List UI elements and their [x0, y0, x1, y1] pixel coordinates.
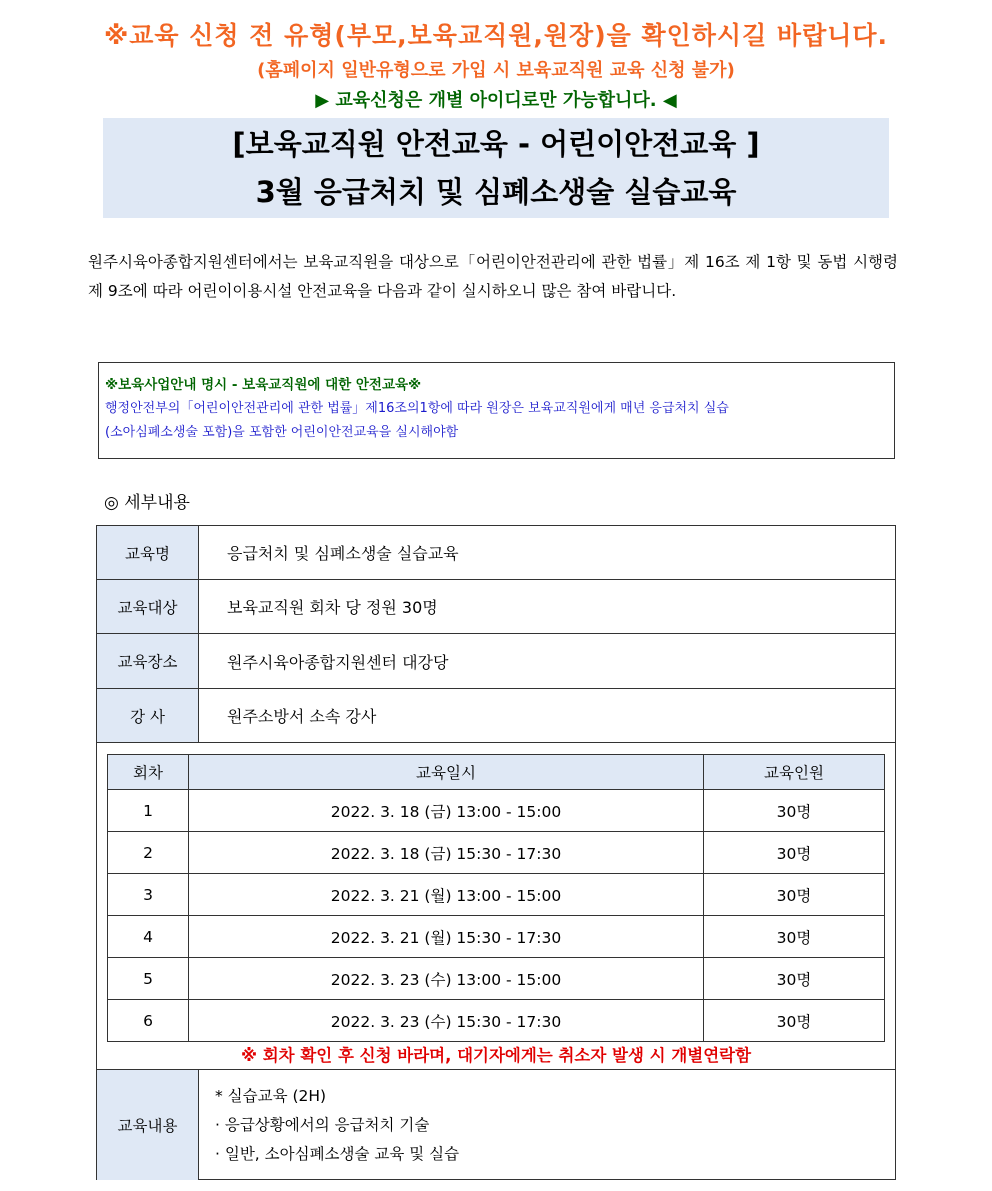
table-row [108, 1000, 885, 1042]
content-lines [215, 1082, 459, 1169]
table-row [108, 916, 885, 958]
session-capacity: 30명 [704, 790, 885, 832]
session-capacity: 30명 [704, 958, 885, 1000]
content-line: · 일반, 소아심폐소생술 교육 및 실습 [215, 1145, 460, 1163]
session-datetime: 2022. 3. 21 (월) 15:30 - 17:30 [189, 916, 704, 958]
session-number: 5 [108, 958, 189, 1000]
notice-homepage-signup: (홈페이지 일반유형으로 가입 시 보육교직원 교육 신청 불가) [257, 60, 735, 81]
session-capacity: 30명 [704, 874, 885, 916]
detail-label: 교육명 [97, 526, 199, 579]
table-row [108, 832, 885, 874]
title-line-2: 3월 응급처치 및 심폐소생술 실습교육 [255, 175, 737, 209]
schedule-header: 교육일시 [189, 755, 704, 790]
table-row [108, 790, 885, 832]
intro-paragraph: 원주시육아종합지원센터에서는 보육교직원을 대상으로「어린이안전관리에 관한 법률」제 16조 제 1항 및 동법 시행령 제 9조에 따라 어린이이용시설 안전교육을 다음과 같이 실시하오니 많은 참여 바랍니다. [88, 253, 898, 300]
law-info-heading: ※보육사업안내 명시 - 보육교직원에 대한 안전교육※ [105, 377, 422, 393]
session-datetime: 2022. 3. 18 (금) 13:00 - 15:00 [189, 790, 704, 832]
session-number: 4 [108, 916, 189, 958]
law-info-line-2: (소아심폐소생술 포함)을 포함한 어린이안전교육을 실시해야함 [105, 425, 459, 440]
content-line: · 응급상황에서의 응급처치 기술 [215, 1116, 430, 1134]
detail-label: 교육대상 [97, 580, 199, 633]
session-number: 2 [108, 832, 189, 874]
schedule-note: ※ 회차 확인 후 신청 바라며, 대기자에게는 취소자 발생 시 개별연락함 [240, 1046, 752, 1065]
schedule-table [107, 754, 885, 1042]
detail-row-target [97, 580, 895, 634]
table-row [108, 874, 885, 916]
detail-row-instructor [97, 689, 895, 743]
law-info-line-1: 행정안전부의「어린이안전관리에 관한 법률」제16조의1항에 따라 원장은 보육교직원에게 매년 응급처치 실습 [105, 401, 729, 416]
session-number: 3 [108, 874, 189, 916]
detail-row-name [97, 526, 895, 580]
session-capacity: 30명 [704, 832, 885, 874]
detail-label: 교육장소 [97, 634, 199, 688]
schedule-header: 회차 [108, 755, 189, 790]
session-datetime: 2022. 3. 18 (금) 15:30 - 17:30 [189, 832, 704, 874]
session-capacity: 30명 [704, 1000, 885, 1042]
detail-value: 응급처치 및 심폐소생술 실습교육 [227, 544, 459, 563]
session-datetime: 2022. 3. 21 (월) 13:00 - 15:00 [189, 874, 704, 916]
session-datetime: 2022. 3. 23 (수) 13:00 - 15:00 [189, 958, 704, 1000]
detail-row-content [97, 1069, 895, 1180]
schedule-header-row [108, 755, 885, 790]
detail-row-place [97, 634, 895, 689]
details-table [96, 525, 896, 1180]
detail-label: 교육내용 [97, 1070, 199, 1180]
notice-individual-id: ▶ 교육신청은 개별 아이디로만 가능합니다. ◀ [315, 90, 677, 111]
title-banner [103, 118, 889, 218]
section-title: ◎ 세부내용 [104, 493, 190, 513]
law-info-box [98, 362, 895, 459]
schedule-header: 교육인원 [704, 755, 885, 790]
notice-type-check: ※교육 신청 전 유형(부모,보육교직원,원장)을 확인하시길 바랍니다. [103, 21, 889, 50]
session-capacity: 30명 [704, 916, 885, 958]
session-number: 1 [108, 790, 189, 832]
session-number: 6 [108, 1000, 189, 1042]
title-line-1: [보육교직원 안전교육 - 어린이안전교육 ] [232, 127, 760, 161]
detail-value: 원주시육아종합지원센터 대강당 [227, 652, 449, 672]
table-row [108, 958, 885, 1000]
content-line: * 실습교육 (2H) [215, 1087, 327, 1105]
detail-label: 강 사 [97, 689, 199, 742]
detail-value: 원주소방서 소속 강사 [227, 707, 377, 726]
session-datetime: 2022. 3. 23 (수) 15:30 - 17:30 [189, 1000, 704, 1042]
detail-value: 보육교직원 회차 당 정원 30명 [227, 598, 438, 617]
